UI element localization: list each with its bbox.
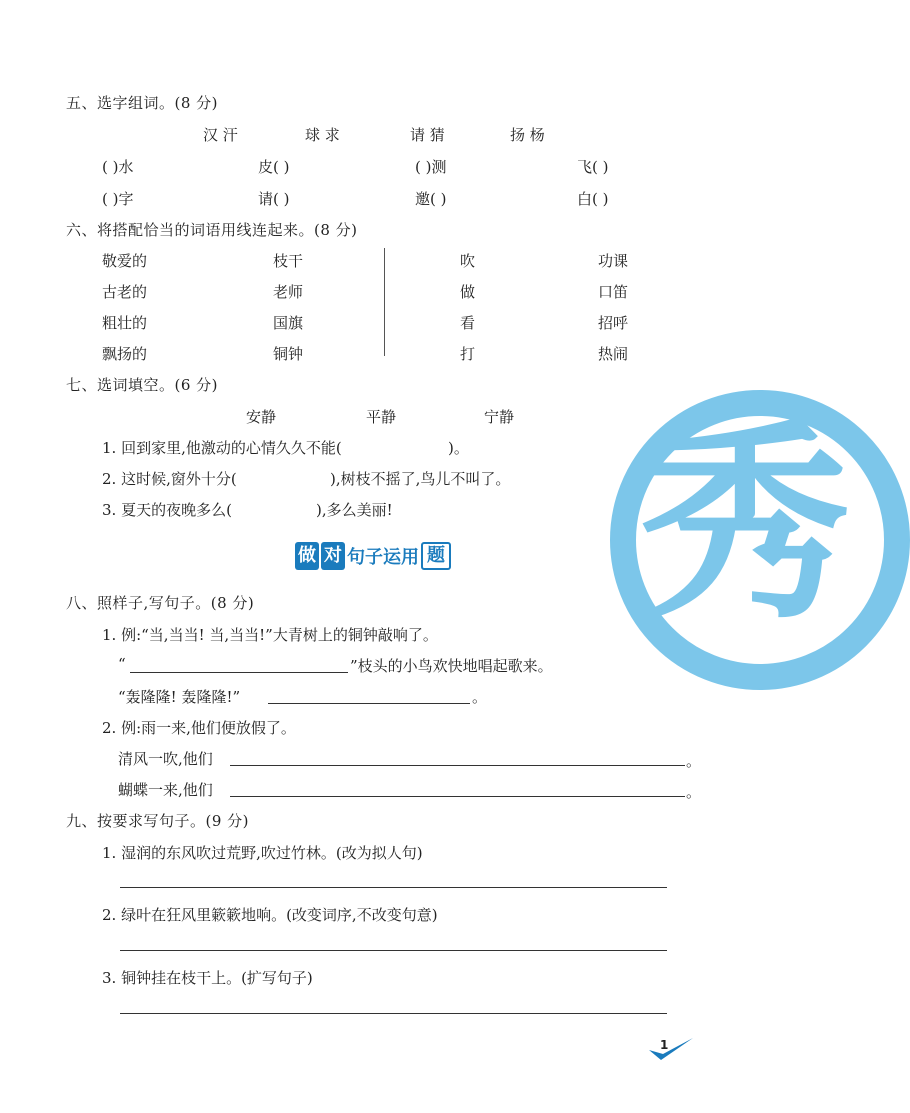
s6-c1-3: 粗壮的 — [102, 314, 148, 332]
s5-r2-3[interactable]: 邀( ) — [415, 190, 447, 208]
s7-q3-start: 3. 夏天的夜晚多么( — [102, 501, 232, 519]
column-divider — [384, 248, 385, 356]
s6-c4-3: 招呼 — [598, 314, 629, 332]
s8-q1: 1. 例:“当,当当! 当,当当!”大青树上的铜钟敲响了。 — [102, 626, 438, 644]
s6-c2-1: 枝干 — [273, 252, 304, 270]
s7-q1-end: )。 — [448, 439, 469, 457]
s8-q1-line1-blank[interactable] — [130, 672, 348, 673]
section-6-title: 六、将搭配恰当的词语用线连起来。(8 分) — [66, 221, 358, 239]
s8-q1-line2-blank[interactable] — [268, 703, 470, 704]
s6-c4-1: 功课 — [598, 252, 629, 270]
s8-q2-line1-prefix: 清风一吹,他们 — [118, 750, 213, 768]
s6-c1-1: 敬爱的 — [102, 252, 148, 270]
s6-c3-1: 吹 — [460, 252, 476, 270]
s5-pair-3: 请 猜 — [410, 126, 445, 144]
s6-c3-4: 打 — [460, 345, 476, 363]
s9-q2-answer-line[interactable] — [120, 950, 667, 951]
s8-q2-line2-prefix: 蝴蝶一来,他们 — [118, 781, 213, 799]
s6-c2-3: 国旗 — [273, 314, 304, 332]
s5-pair-1: 汉 汗 — [203, 126, 238, 144]
s6-c3-2: 做 — [460, 283, 476, 301]
section-7-title: 七、选词填空。(6 分) — [66, 376, 219, 394]
s7-word-2: 平静 — [366, 408, 397, 426]
s8-q2-line2-end: 。 — [686, 783, 702, 801]
s7-q2-end: ),树枝不摇了,鸟儿不叫了。 — [330, 470, 511, 488]
section-5-title: 五、选字组词。(8 分) — [66, 94, 219, 112]
s9-q3-answer-line[interactable] — [120, 1013, 667, 1014]
s8-q2: 2. 例:雨一来,他们便放假了。 — [102, 719, 296, 737]
s6-c3-3: 看 — [460, 314, 476, 332]
s5-r1-2[interactable]: 皮( ) — [258, 158, 290, 176]
banner-char-d: 题 — [421, 542, 451, 570]
s6-c4-2: 口笛 — [598, 283, 629, 301]
s8-q1-line1-open: “ — [118, 655, 126, 673]
s7-q1-start: 1. 回到家里,他激动的心情久久不能( — [102, 439, 342, 457]
s8-q2-line2-blank[interactable] — [230, 796, 685, 797]
section-9-title: 九、按要求写句子。(9 分) — [66, 812, 250, 830]
s9-q1-answer-line[interactable] — [120, 887, 667, 888]
banner-text: 句子运用 — [347, 547, 419, 568]
s7-q3-end: ),多么美丽! — [316, 501, 393, 519]
s9-q1: 1. 湿润的东风吹过荒野,吹过竹林。(改为拟人句) — [102, 844, 423, 862]
s8-q2-line1-blank[interactable] — [230, 765, 685, 766]
s6-c2-4: 铜钟 — [273, 345, 304, 363]
s6-c1-2: 古老的 — [102, 283, 148, 301]
checkmark-icon — [645, 1034, 697, 1064]
s5-r1-4[interactable]: 飞( ) — [577, 158, 609, 176]
s5-r2-1[interactable]: ( )字 — [102, 190, 134, 208]
s8-q2-line1-end: 。 — [686, 752, 702, 770]
banner-char-b: 对 — [321, 542, 345, 570]
section-8-title: 八、照样子,写句子。(8 分) — [66, 594, 255, 612]
s7-q2-start: 2. 这时候,窗外十分( — [102, 470, 237, 488]
banner-char-a: 做 — [295, 542, 319, 570]
s6-c4-4: 热闹 — [598, 345, 629, 363]
watermark-seal-char: 秀 — [640, 402, 851, 647]
s8-q1-line2-end: 。 — [472, 688, 488, 706]
s7-word-1: 安静 — [246, 408, 277, 426]
s6-c1-4: 飘扬的 — [102, 345, 148, 363]
s5-pair-4: 扬 杨 — [510, 126, 545, 144]
section-banner — [295, 539, 451, 573]
page-number: 1 — [660, 1038, 669, 1052]
s8-q1-line1-rest: ”枝头的小鸟欢快地唱起歌来。 — [350, 657, 553, 675]
s5-r2-2[interactable]: 请( ) — [258, 190, 290, 208]
s6-c2-2: 老师 — [273, 283, 304, 301]
s7-word-3: 宁静 — [484, 408, 515, 426]
s5-pair-2: 球 求 — [305, 126, 340, 144]
s9-q2: 2. 绿叶在狂风里簌簌地响。(改变词序,不改变句意) — [102, 906, 438, 924]
s5-r2-4[interactable]: 白( ) — [577, 190, 609, 208]
s9-q3: 3. 铜钟挂在枝干上。(扩写句子) — [102, 969, 313, 987]
s5-r1-3[interactable]: ( )测 — [415, 158, 447, 176]
s8-q1-line2-prefix: “轰隆隆! 轰隆隆!” — [118, 688, 241, 706]
s5-r1-1[interactable]: ( )水 — [102, 158, 134, 176]
